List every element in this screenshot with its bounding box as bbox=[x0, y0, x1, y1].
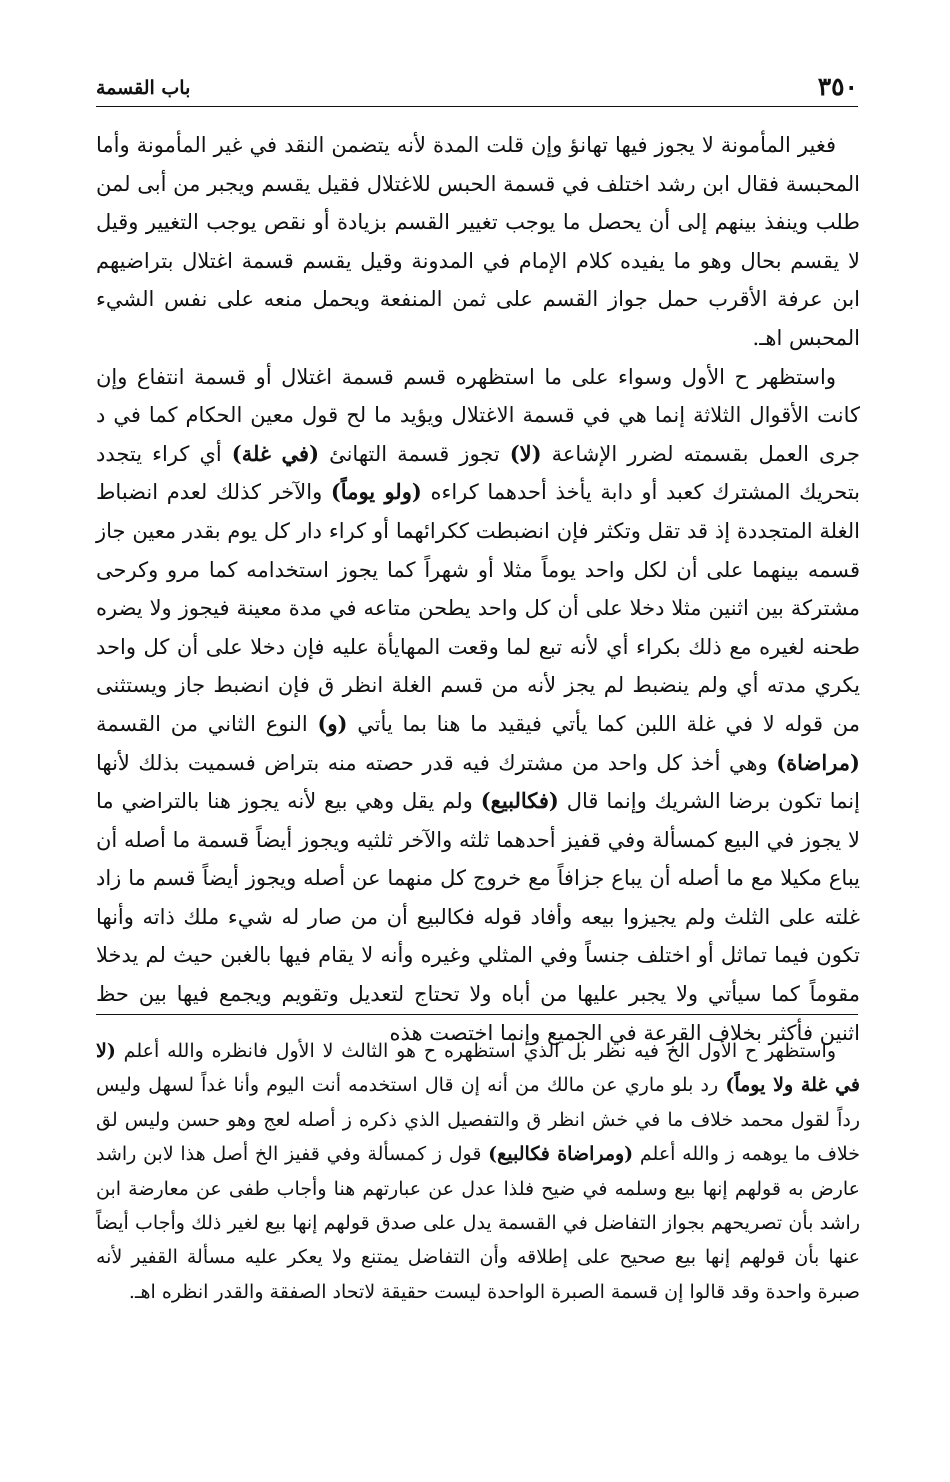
main-text bbox=[96, 126, 860, 1052]
paragraph bbox=[96, 126, 860, 358]
matn-term: (فكالبيع) bbox=[480, 788, 559, 814]
matn-term: (ومراضاة فكالبيع) bbox=[488, 1143, 634, 1166]
footnotes bbox=[96, 1034, 860, 1309]
text-run: قول ز كمسألة وفي قفيز الخ أصل هذا لابن راشد عارض به قولهم إنها بيع وسلمه في ضيح فلذا عدل عن عبارتهم هنا وأجاب طفى عن معارضة ابن راشد بأن تصريحهم بجواز التفاضل في القسمة يدل على صدق قولهم إنها بيع لغير ذلك وأجاب أيضاً عنها بأن قولهم إنها بيع صحيح على إطلاقه وأن التفاضل يمتنع ولا يعكر عليه مسألة القفير لأنه صبرة واحدة وقد قالوا إن قسمة الصبرة الواحدة ليست حقيقة لاتحاد الصفقة والقدر انظره اهـ. bbox=[96, 1143, 860, 1303]
text-run: والآخر كذلك لعدم انضباط الغلة المتجددة إذ قد تقل وتكثر فإن انضبطت ككرائهما أو كراء دار كل يوم بقدر معين جاز قسمه بينهما على أن لكل واحد يوماً مثلا أو شهراً كما يجوز استخدامه كما مرو وكرحى مشتركة بين اثنين مثلا دخلا على أن كل واحد يطحن متاعه في مدة معينة فيجوز ولا يضره طحنه لغيره مع ذلك بكراء أي لأنه تبع لما وقعت المهايأة عليه فإن دخلا على أن كل واحد يكري مدته أي ولم ينضبط لم يجز لأنه من قسم الغلة انظر ق فإن انضبط جاز ويستثنى من قوله لا في غلة اللبن كما يأتي فيقيد ما هنا بما يأتي bbox=[96, 480, 860, 736]
text-run: وهي أخذ كل واحد من مشترك فيه قدر حصته منه بتراض فسميت بذلك لأنها إنما تكون برضا الشريك وإنما قال bbox=[96, 750, 860, 814]
matn-term: (لا في غلة ولا يوماً) bbox=[96, 1040, 860, 1097]
text-run: رد بلو ماري عن مالك من أنه إن قال استخدمه أنت اليوم وأنا غداً لسهل وليس رداً لقول محمد خلاف ما في خش انظر ق والتفصيل الذي ذكره ز أصله لعج وهو حسن وليس لق خلاف ما يوهمه ز والله أعلم bbox=[96, 1074, 860, 1166]
matn-term: (في غلة) bbox=[231, 440, 320, 466]
text-run: فغير المأمونة لا يجوز فيها تهانؤ وإن قلت المدة لأنه يتضمن النقد في غير المأمونة وأما المحبسة فقال ابن رشد اختلف في قسمة الحبس للاغتلال فقيل يقسم ويجبر من أبى لمن طلب وينفذ بينهم إلى أن يحصل ما يوجب تغيير القسم بزيادة أو نقص يوجب التغيير وقيل لا يقسم بحال وهو ما يفيده كلام الإمام في المدونة وقيل يقسم قسمة اغتلال بتراضيهم ابن عرفة الأقرب حمل جواز القسم على ثمن المنفعة ويحمل منعه على نفس الشيء المحبس اهـ. bbox=[96, 133, 860, 350]
footnote-paragraph bbox=[96, 1034, 860, 1309]
page-number: ٣٥٠ bbox=[817, 72, 858, 101]
matn-term: (ولو يوماً) bbox=[330, 479, 422, 505]
text-run: واستظهر ح الأول وسواء على ما استظهره قسم قسمة اغتلال أو قسمة انتفاع وإن كانت الأقوال الثلاثة إنما هي في قسمة الاغتلال ويؤيد ما لح قول معين الحكام كما في د جرى العمل بقسمته لضرر الإشاعة bbox=[96, 364, 860, 466]
matn-term: (و) bbox=[317, 710, 348, 736]
text-run: أي كراء يتجدد بتحريك المشترك كعبد أو دابة يأخذ أحدهما كراءه bbox=[96, 441, 860, 505]
footnote-separator bbox=[96, 1014, 858, 1015]
text-run: تجوز قسمة التهانئ bbox=[319, 441, 510, 466]
paragraph bbox=[96, 358, 860, 1053]
text-run: النوع الثاني من القسمة bbox=[96, 711, 318, 736]
page-header bbox=[96, 72, 858, 107]
matn-term: (لا) bbox=[509, 440, 542, 466]
text-run: واستظهر ح الأول الخ فيه نظر بل الذي استظهره ح هو الثالث لا الأول فانظره والله أعلم bbox=[115, 1040, 836, 1062]
running-title: باب القسمة bbox=[96, 77, 191, 99]
text-run: ولم يقل وهي بيع لأنه يجوز هنا بالتراضي ما لا يجوز في البيع كمسألة وفي قفيز أحدهما ثلثه والآخر ثلثيه ويجوز أيضاً قسمة ما أصله أن يباع مكيلا مع ما أصله أن يباع جزافاً مع خروج كل منهما عن أصله ويجوز أيضاً قسم ما زاد غلته على الثلث ولم يجيزوا بيعه وأفاد قوله فكالبيع أن من صار له شيء ملك ذاته وأنها تكون فيما تماثل أو اختلف جنساً وفي المثلي وغيره وأنه لا يقام فيها بالغبن حيث لم يدخلا مقوماً كما سيأتي ولا يجبر عليها من أباه ولا تحتاج لتعديل وتقويم ويجمع فيها بين حظ اثنين فأكثر بخلاف القرعة في الجميع وإنما اختصت هذه bbox=[96, 789, 860, 1045]
matn-term: (مراضاة) bbox=[776, 749, 860, 775]
